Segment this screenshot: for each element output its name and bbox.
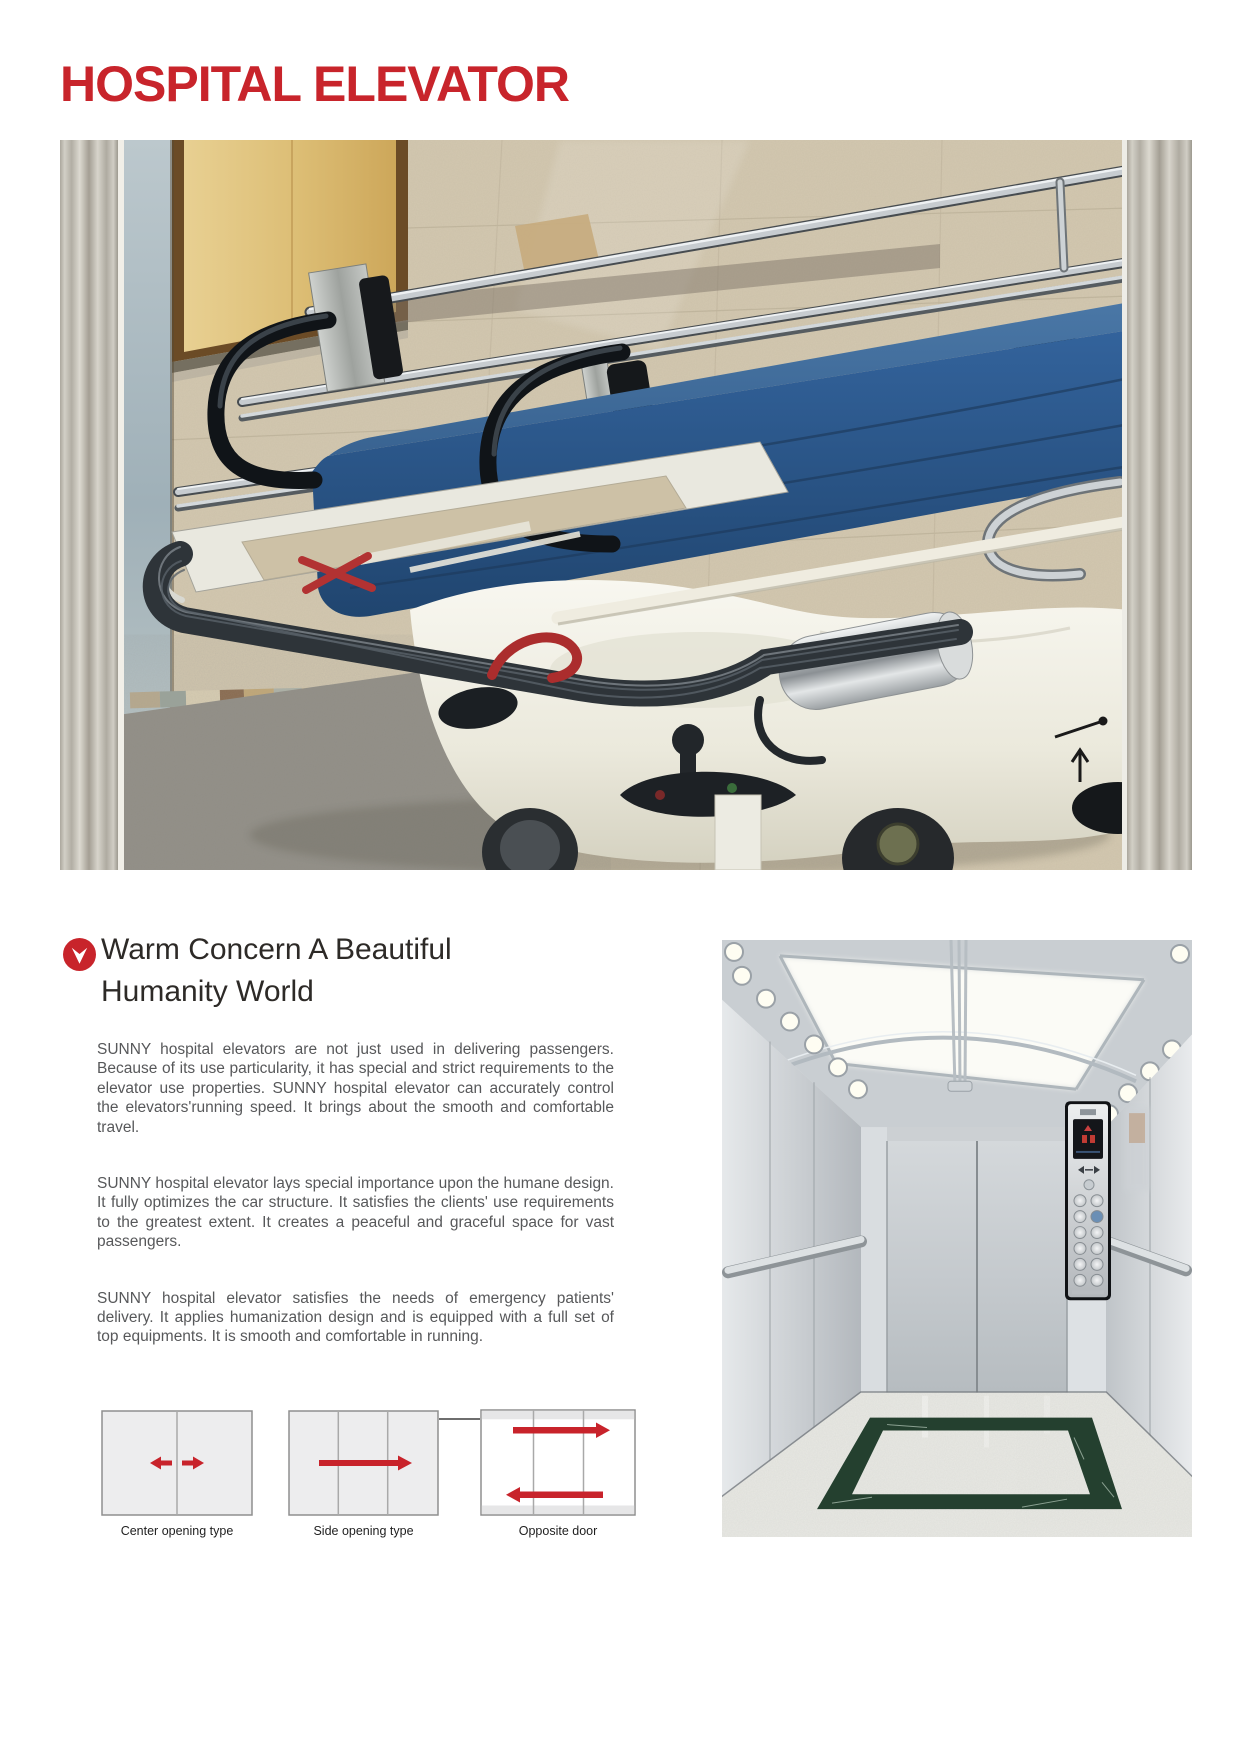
center-opening-label: Center opening type — [120, 1524, 234, 1538]
opposite-door-diagram — [480, 1409, 636, 1516]
diagram-connector-line — [439, 1418, 480, 1420]
opposite-door-label: Opposite door — [518, 1524, 598, 1538]
heading-line-2: Humanity World — [101, 975, 314, 1008]
body-paragraph-2: SUNNY hospital elevator lays special importance upon the humane design. It fully optimizes the car structure. It satisfies the clients' use requirements to the greatest extent. It creates a peaceful and graceful space for vast passengers. — [97, 1175, 614, 1251]
side-opening-label: Side opening type — [313, 1524, 414, 1538]
page-title: HOSPITAL ELEVATOR — [60, 56, 569, 112]
side-opening-diagram — [288, 1410, 439, 1516]
center-opening-diagram — [101, 1410, 253, 1516]
elevator-control-panel — [1065, 1101, 1111, 1300]
body-paragraph-1: SUNNY hospital elevators are not just used in delivering passengers. Because of its use particularity, it has special and strict requirements to the elevator use properties. SUNNY hospital elevator can accurately control the elevators'running speed. It brings about the smooth and comfortable travel. — [97, 1041, 614, 1136]
elevator-interior-photo — [722, 940, 1192, 1537]
heading-line-1: Warm Concern A Beautiful — [101, 933, 452, 966]
body-paragraph-3: SUNNY hospital elevator satisfies the needs of emergency patients' delivery. It applies humanization design and is equipped with a full set of top equipments. It is smooth and comfortable in running. — [97, 1289, 614, 1346]
